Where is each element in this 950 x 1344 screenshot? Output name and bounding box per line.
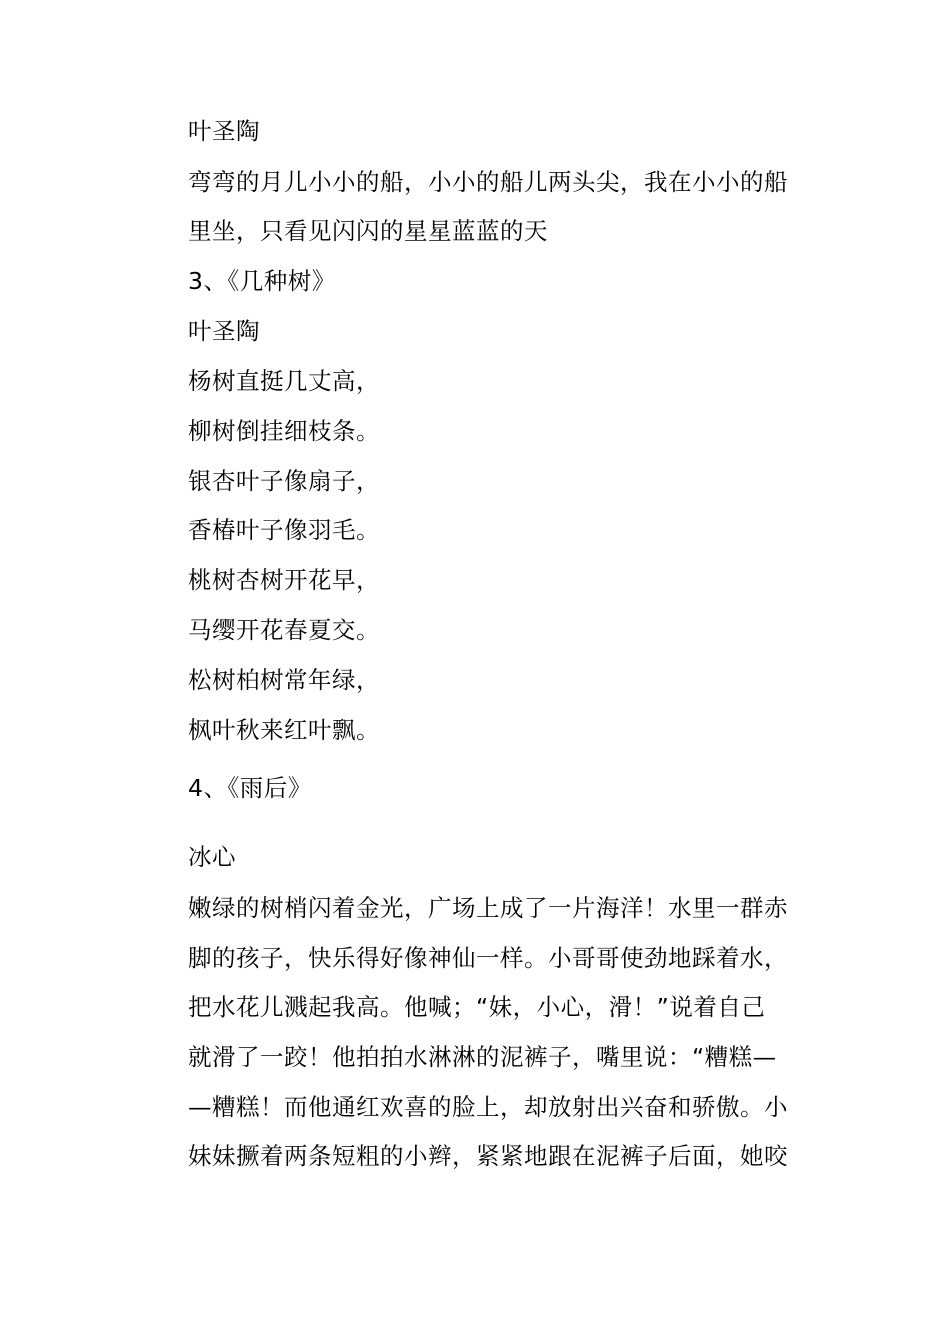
section-heading: 4、《雨后》 — [188, 774, 312, 802]
prose-line: 嫩绿的树梢闪着金光，广场上成了一片海洋！水里一群赤 — [188, 894, 788, 922]
author-line: 冰心 — [188, 843, 236, 871]
prose-line: —糟糕！而他通红欢喜的脸上，却放射出兴奋和骄傲。小 — [188, 1093, 788, 1121]
poem-line: 柳树倒挂细枝条。 — [188, 417, 380, 445]
poem-line: 马缨开花春夏交。 — [188, 616, 380, 644]
poem-line: 香椿叶子像羽毛。 — [188, 516, 380, 544]
poem-line: 桃树杏树开花早， — [188, 566, 380, 594]
poem-line: 松树柏树常年绿， — [188, 666, 380, 694]
author-line: 叶圣陶 — [188, 317, 260, 345]
poem-line: 杨树直挺几丈高， — [188, 367, 380, 395]
prose-line: 脚的孩子，快乐得好像神仙一样。小哥哥使劲地踩着水， — [188, 944, 788, 972]
poem-line: 枫叶秋来红叶飘。 — [188, 716, 380, 744]
prose-line: 妹妹撅着两条短粗的小辫，紧紧地跟在泥裤子后面，她咬 — [188, 1142, 788, 1170]
prose-line: 把水花儿溅起我高。他喊；“妹，小心，滑！”说着自己 — [188, 993, 766, 1021]
section-heading: 3、《几种树》 — [188, 267, 336, 295]
poem-line: 银杏叶子像扇子， — [188, 467, 380, 495]
poem-line: 弯弯的月儿小小的船，小小的船儿两头尖，我在小小的船 — [188, 168, 788, 196]
prose-line: 就滑了一跤！他拍拍水淋淋的泥裤子，嘴里说：“糟糕— — [188, 1043, 777, 1071]
poem-line: 里坐，只看见闪闪的星星蓝蓝的天 — [188, 217, 548, 245]
author-line: 叶圣陶 — [188, 117, 260, 145]
